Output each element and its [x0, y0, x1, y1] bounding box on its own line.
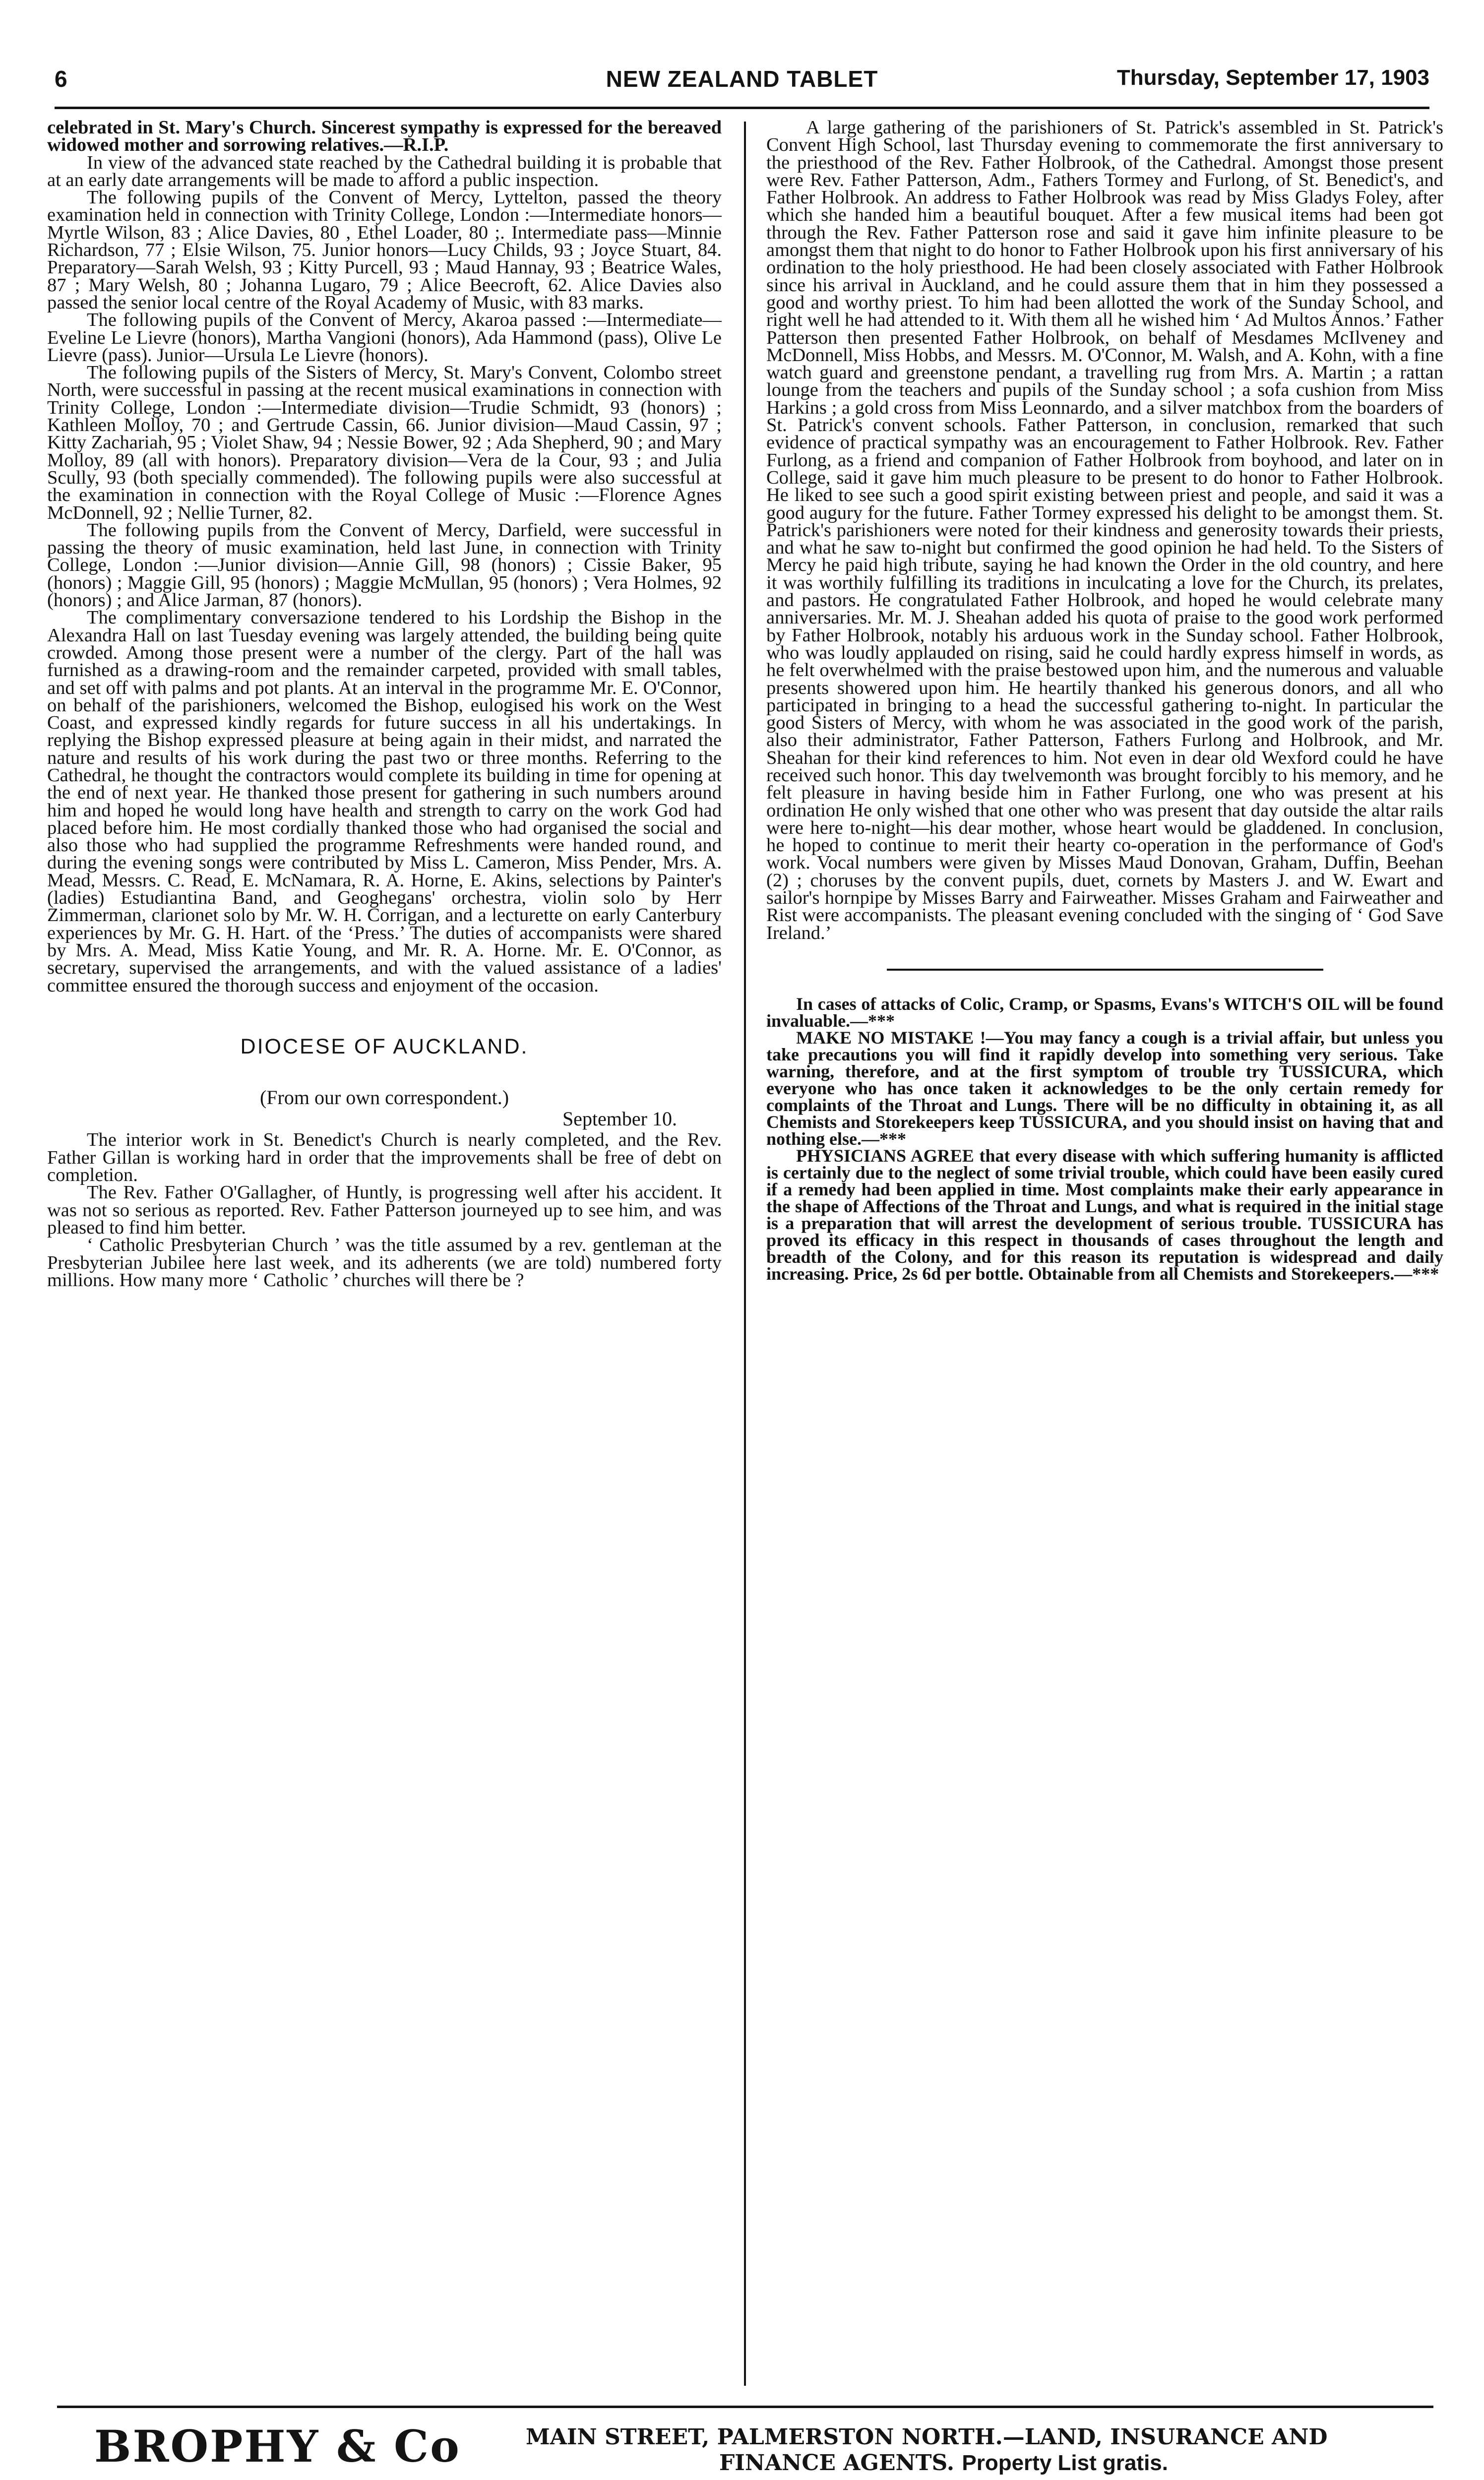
- article-paragraph: ‘ Catholic Presbyterian Church ’ was the title assumed by a rev. gentleman at the Presbyterian Jubilee here last week, and its adherents (we are told) numbered forty millions. How many more ‘ Catholic ’ churches will there be ?: [47, 1235, 722, 1291]
- section-rule: [887, 969, 1323, 971]
- page-header: [55, 65, 1429, 100]
- article-paragraph: celebrated in St. Mary's Church. Sincerest sympathy is expressed for the bereaved widowed mother and sorrowing relatives.—R.I.P.: [47, 119, 722, 156]
- header-rule: [55, 107, 1429, 109]
- publication-title: NEW ZEALAND TABLET: [606, 66, 878, 92]
- advertiser-services: [719, 2450, 1443, 2476]
- article-paragraph: The following pupils of the Convent of Mercy, Lyttelton, passed the theory examination held in connection with Trinity College, London :—Intermediate honors—Myrtle Wilson, 83 ; Alice Davies, 80 , Ethel Loader, 80 ;. Intermediate pass—Minnie Richardson, 77 ; Elsie Wilson, 75. Junior honors—Lucy Childs, 93 ; Joyce Stuart, 84. Preparatory—Sarah Welsh, 93 ; Kitty Purcell, 93 ; Maud Hannay, 93 ; Beatrice Wales, 87 ; Mary Welsh, 80 ; Johanna Lugaro, 79 ; Alice Beecroft, 62. Alice Davies also passed the senior local centre of the Royal Academy of Music, with 83 marks.: [47, 187, 722, 313]
- footer-advertisement: [94, 2420, 1433, 2480]
- ad-paragraph: In cases of attacks of Colic, Cramp, or Spasms, Evans's WITCH'S OIL will be found invaluable.—***: [766, 993, 1443, 1031]
- advertiser-services-text: FINANCE AGENTS.: [719, 2450, 955, 2476]
- article-paragraph: A large gathering of the parishioners of St. Patrick's assembled in St. Patrick's Convent High School, last Thursday evening to commemorate the first anniversary to the priesthood of the Rev. Father Holbrook, of the Cathedral. Amongst those present were Rev. Father Patterson, Adm., Fathers Tormey and Furlong, of St. Benedict's, and Father Holbrook. An address to Father Holbrook was read by Miss Gladys Foley, after which she handed him a beautiful bouquet. After a few musical items had been got through the Rev. Father Patterson rose and said it gave him infinite pleasure to be amongst them that night to do honor to Father Holbrook upon his first anniversary of his ordination to the holy priesthood. He had been closely associated with Father Holbrook since his arrival in Auckland, and he could assure them that in him they possessed a good and worthy priest. To him had been allotted the work of the Sunday School, and right well he had attended to it. With them all he wished him ‘ Ad Multos Annos.’ Father Patterson then presented Father Holbrook, on behalf of Mesdames McIlveney and McDonnell, Miss Hobbs, and Messrs. M. O'Connor, M. Walsh, and A. Kohn, with a fine watch guard and greenstone pendant, a travelling rug from Mrs. A. Martin ; a rattan lounge from the teachers and pupils of the Sunday school ; a sofa cushion from Miss Harkins ; a gold cross from Miss Leonnardo, and a silver matchbox from the boarders of St. Patrick's convent schools. Father Patterson, in conclusion, remarked that such evidence of practical sympathy was an encouragement to Father Holbrook. Rev. Father Furlong, as a friend and companion of Father Holbrook from boyhood, and later on in College, said it gave him much pleasure to be present to do honor to Father Holbrook. He liked to see such a good spirit existing between priest and people, and said it was a good augury for the future. Father Tormey expressed his delight to be amongst them. St. Patrick's parishioners were noted for their kindness and generosity towards their priests, and what he saw to-night but confirmed the good opinion he had held. To the Sisters of Mercy he paid high tribute, saying he had known the Order in the old country, and here it was worthily fulfilling its traditions in inculcating a love for the Church, its prelates, and pastors. He congratulated Father Holbrook, and hoped he would celebrate many anniversaries. Mr. M. J. Sheahan added his quota of praise to the good work performed by Father Holbrook, notably his arduous work in the Sunday school. Father Holbrook, who was loudly applauded on rising, said he could hardly express himself in words, as he felt overwhelmed with the praise bestowed upon him, and the numerous and valuable presents showered upon him. He heartily thanked his generous donors, and all who participated in bringing to a head the successful gathering to-night. In particular the good Sisters of Mercy, with whom he was associated in the good work of the parish, also their administrator, Father Patterson, Fathers Furlong and Holbrook, and Mr. Sheahan for their kind references to him. Not even in dear old Wexford could he have received such honor. This day twelvemonth was brought forcibly to his memory, and he felt pleasure in having beside him in Father Furlong, one who was present at his ordination He only wished that one other who was present that day outside the altar rails were here to-night—his dear mother, whose heart would be gladdened. In conclusion, he hoped to continue to merit their hearty co-operation in the performance of God's work. Vocal numbers were given by Misses Maud Donovan, Graham, Duffin, Beehan (2) ; choruses by the convent pupils, duet, cornets by Masters J. and W. Ewart and sailor's hornpipe by Misses Barry and Fairweather. Misses Graham and Fairweather and Rist were accompanists. The pleasant evening concluded with the singing of ‘ God Save Ireland.’: [766, 119, 1443, 943]
- column-divider: [744, 122, 746, 2386]
- page-number: 6: [55, 66, 67, 92]
- advertiser-name: BROPHY & Co: [94, 2420, 461, 2472]
- issue-date: Thursday, September 17, 1903: [1116, 65, 1429, 90]
- article-paragraph: The following pupils from the Convent of Mercy, Darfield, were successful in passing the theory of music examination, held last June, in connection with Trinity College, London :—Junior division—Annie Gill, 98 (honors) ; Cissie Baker, 95 (honors) ; Maggie Gill, 95 (honors) ; Maggie McMullan, 95 (honors) ; Vera Holmes, 92 (honors) ; and Alice Jarman, 87 (honors).: [47, 519, 722, 611]
- ad-paragraph: MAKE NO MISTAKE !—You may fancy a cough is a trivial affair, but unless you take precautions you will find it rapidly develop into something very serious. Take warning, therefore, and at the first symptom of trouble try TUSSICURA, which everyone who has once taken it acknowledges to be the only certain remedy for complaints of the Throat and Lungs. There will be no difficulty in obtaining it, as all Chemists and Storekeepers keep TUSSICURA, and you should insist on having that and nothing else.—***: [766, 1027, 1443, 1149]
- advertisements: [766, 995, 1443, 1282]
- footer-rule: [57, 2406, 1433, 2408]
- left-column: [47, 119, 722, 2391]
- dateline: September 10.: [562, 1108, 677, 1130]
- advertiser-address: MAIN STREET, PALMERSTON NORTH.—LAND, INSURANCE AND: [526, 2424, 1328, 2450]
- ad-paragraph: PHYSICIANS AGREE that every disease with which suffering humanity is afflicted is certainly due to the neglect of some trivial trouble, which could have been easily cured if a remedy had been applied in time. Most complaints make their early appearance in the shape of Affections of the Throat and Lungs, and what is required in the initial stage is a preparation that will arrest the development of serious trouble. TUSSICURA has proved its efficacy in this respect in thousands of cases throughout the length and breadth of the Colony, and for this reason its reputation is widespread and daily increasing. Price, 2s 6d per bottle. Obtainable from all Chemists and Storekeepers.—***: [766, 1145, 1443, 1284]
- right-column: [766, 119, 1443, 2391]
- article-paragraph: In view of the advanced state reached by the Cathedral building it is probable that at an early date arrangements will be made to afford a public inspection.: [47, 152, 722, 190]
- article-paragraph: The following pupils of the Sisters of Mercy, St. Mary's Convent, Colombo street North, were successful in passing at the recent musical examinations in connection with Trinity College, London :—Intermediate division—Trudie Schmidt, 93 (honors) ; Kathleen Molloy, 70 ; and Gertrude Cassin, 66. Junior division—Maud Cassin, 97 ; Kitty Zachariah, 95 ; Violet Shaw, 94 ; Nessie Bower, 92 ; Ada Shepherd, 90 ; and Mary Molloy, 89 (all with honors). Preparatory division—Vera de la Cour, 93 ; and Julia Scully, 93 (both specially commended). The following pupils were also successful at the examination in connection with the Royal College of Music :—Florence Agnes McDonnell, 92 ; Nellie Turner, 82.: [47, 362, 722, 523]
- section-heading: DIOCESE OF AUCKLAND.: [240, 1034, 529, 1058]
- article-paragraph: The complimentary conversazione tendered to his Lordship the Bishop in the Alexandra Hall on last Tuesday evening was largely attended, the building being quite crowded. Among those present were a number of the clergy. Part of the hall was furnished as a drawing-room and the remainder carpeted, provided with small tables, and set off with palms and pot plants. At an interval in the programme Mr. E. O'Connor, on behalf of the parishioners, welcomed the Bishop, eulogised his work on the West Coast, and expressed kindly regards for future success in all his undertakings. In replying the Bishop expressed pleasure at being again in their midst, and narrated the nature and results of his work during the past two or three months. Referring to the Cathedral, he thought the contractors would complete its building in time for opening at the end of next year. He thanked those present for gathering in such numbers around him and hoped he would long have health and strength to carry on the work God had placed before him. He most cordially thanked those who had organised the social and also those who had supplied the programme Refreshments were handed round, and during the evening songs were contributed by Miss L. Cameron, Miss Pender, Mrs. A. Mead, Messrs. C. Read, E. McNamara, R. A. Horne, E. Akins, selections by Painter's (ladies) Estudiantina Band, and Geoghegans' orchestra, violin solo by Herr Zimmerman, clarionet solo by Mr. W. H. Corrigan, and a lecturette on early Canterbury experiences by Mr. G. H. Hart. of the ‘Press.’ The duties of accompanists were shared by Mrs. A. Mead, Miss Katie Young, and Mr. R. A. Horne. Mr. E. O'Connor, as secretary, supervised the arrangements, and with the valued assistance of a ladies' committee ensured the thorough success and enjoyment of the occasion.: [47, 607, 722, 996]
- correspondent-note: (From our own correspondent.): [259, 1086, 509, 1109]
- article-paragraph: The interior work in St. Benedict's Church is nearly completed, and the Rev. Father Gillan is working hard in order that the improvements shall be free of debt on completion.: [47, 1129, 722, 1186]
- advertiser-details: [526, 2424, 1443, 2476]
- article-paragraph: The following pupils of the Convent of Mercy, Akaroa passed :—Intermediate—Eveline Le Lievre (honors), Martha Vangioni (honors), Ada Hammond (pass), Olive Le Lievre (pass). Junior—Ursula Le Lievre (honors).: [47, 310, 722, 366]
- advertiser-offer: Property List gratis.: [962, 2451, 1169, 2475]
- article-paragraph: The Rev. Father O'Gallagher, of Huntly, is progressing well after his accident. It was not so serious as reported. Rev. Father Patterson journeyed up to see him, and was pleased to find him better.: [47, 1182, 722, 1238]
